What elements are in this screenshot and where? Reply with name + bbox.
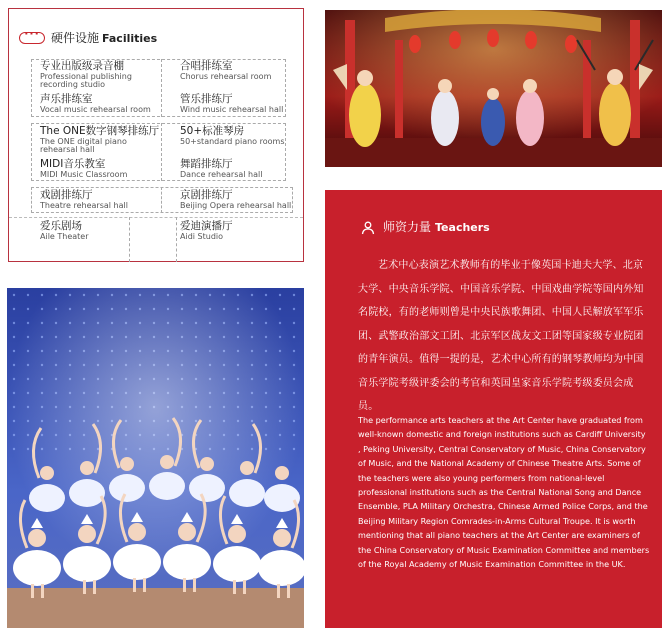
dance-stage-illustration	[7, 288, 304, 628]
teachers-header	[361, 218, 490, 235]
facility-item: 管乐排练厅 Wind music rehearsal hall	[180, 93, 284, 114]
facility-item: MIDI音乐教室 MIDI Music Classroom	[40, 158, 128, 179]
facility-item: 戏剧排练厅 Theatre rehearsal hall	[40, 189, 128, 210]
facility-item: 京剧排练厅 Beijing Opera rehearsal hall	[180, 189, 292, 210]
teachers-title-cn: 师资力量	[383, 220, 432, 234]
opera-stage-photo	[325, 10, 662, 167]
ellipsis-pill-icon	[19, 32, 45, 44]
facility-item: 声乐排练室 Vocal music rehearsal room	[40, 93, 151, 114]
facilities-title	[51, 29, 157, 46]
dance-performance-photo	[7, 288, 304, 628]
facilities-header	[19, 29, 157, 46]
teachers-body-cn: 艺术中心表演艺术教师有的毕业于像英国卡迪夫大学、北京大学、中央音乐学院、中国音乐学院、中国戏曲学院等国内外知名院校，有的老师则曾是中央民族歌舞团、中国人民解放军军乐团、武警政治部文工团、北京军区战友文工团等国家级专业院团的青年演员。值得一提的是，艺术中心所有的钢琴教师均为中国音乐学院考级评委会的考官和英国皇家音乐学院考级委员会成员。	[358, 260, 644, 412]
teachers-title	[383, 218, 490, 235]
facility-item: 爱乐剧场 Aile Theater	[40, 220, 89, 241]
person-icon	[361, 220, 375, 234]
teachers-body-en: The performance arts teachers at the Art Center have graduated from well-known domestic and foreign institutions such as Cardiff University , Peking University, Central Conservatory of Music, China Conservatory of Music, and the National Academy of Chinese Theatre Arts. Some of the teachers were also young performers from national-level professional institutions such as the Central National Song and Dance Ensemble, PLA Military Orchestra, Chinese Armed Police Corps, and the Beijing Military Region Comrades-in-Arms Cultural Troupe. It is worth mentioning that all piano teachers at the Art Center are examiners of the China Conservatory of Music Examination Committee and members of the Royal Academy of Music Examination Committee in the UK.	[358, 415, 650, 570]
facilities-section	[8, 8, 304, 262]
facilities-title-cn: 硬件设施	[51, 31, 100, 45]
teachers-title-en: Teachers	[435, 221, 490, 234]
facility-item: 舞蹈排练厅 Dance rehearsal hall	[180, 158, 263, 179]
facility-item: 合唱排练室 Chorus rehearsal room	[180, 60, 272, 81]
facilities-title-en: Facilities	[102, 32, 158, 45]
facility-item: 专业出版级录音棚 Professional publishing recording studio	[40, 60, 132, 89]
opera-stage-illustration	[325, 10, 662, 167]
teachers-section	[325, 190, 662, 628]
facility-item: 50+标准琴房 50+standard piano rooms	[180, 125, 285, 146]
facility-item: 爱迪演播厅 Aidi Studio	[180, 220, 233, 241]
facility-item: The ONE数字钢琴排练厅 The ONE digital piano rehearsal hall	[40, 125, 160, 154]
